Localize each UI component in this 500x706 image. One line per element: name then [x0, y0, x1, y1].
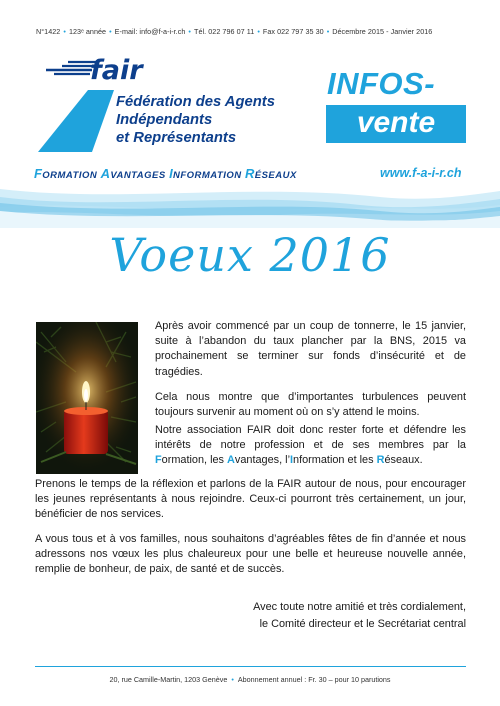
organization-name: [116, 93, 275, 147]
footer-divider: [35, 666, 466, 667]
tagline-word: ÉSEAUX: [254, 170, 297, 181]
headline: Voeux 2016: [109, 228, 391, 282]
footer: [0, 675, 500, 684]
org-name-line: et Représentants: [116, 130, 237, 146]
paragraph: Après avoir commencé par un coup de tonnerre, le 15 janvier, suite à l’abandon du taux plancher par la BNS, 2015 va prochainement se terminer sur fonds d’insécurité et de tragédies.: [155, 320, 466, 378]
highlight-initial: A: [227, 454, 235, 467]
paragraph: A vous tous et à vos familles, nous souhaitons d’agréables fêtes de fin d’année et nous adressons nos vœux les plus chaleureux pour une belle et heureuse nouvelle année, remplie de bonheur, de paix, de santé et de succès.: [35, 533, 466, 576]
separator-dot: •: [257, 27, 260, 36]
tagline-initial: A: [100, 166, 111, 181]
tagline-word: NFORMATION: [172, 170, 242, 181]
speed-lines-icon: [46, 62, 96, 74]
separator-dot: •: [63, 27, 66, 36]
separator-dot: •: [109, 27, 112, 36]
header-info-bar: [36, 27, 466, 36]
text-run: Notre association FAIR doit donc rester forte et défendre les intérêts de notre profession et de ses membres par la: [155, 424, 466, 452]
email-link[interactable]: E-mail: info@f-a-i-r.ch: [114, 27, 186, 36]
signature-line: le Comité directeur et le Secrétariat central: [259, 617, 466, 630]
tagline: [34, 166, 297, 181]
org-name-line: Fédération des Agents: [116, 94, 275, 110]
paragraph: [155, 423, 466, 469]
logo-wordmark: fair: [90, 55, 143, 86]
footer-address: 20, rue Camille-Martin, 1203 Genève: [109, 675, 228, 684]
text-run: nformation et les: [293, 454, 377, 467]
tagline-initial: F: [34, 166, 43, 181]
highlight-initial: F: [155, 454, 162, 467]
separator-dot: •: [326, 27, 330, 36]
text-run: éseaux.: [384, 454, 423, 467]
tagline-initial: I: [169, 166, 173, 181]
vente-badge: [326, 105, 466, 143]
logo-blue-block: [38, 90, 114, 152]
year-label: 123ᵉ année: [68, 27, 107, 36]
tagline-word: ORMATION: [42, 170, 98, 181]
infos-title: INFOS-: [327, 66, 436, 101]
org-name-line: Indépendants: [116, 112, 213, 128]
signature-block: [160, 599, 466, 632]
paragraph: Cela nous montre que d’importantes turbulences peuvent toujours survenir au moment où on s’y attend le moins.: [155, 391, 466, 419]
separator-dot: •: [188, 27, 191, 36]
tagline-word: VANTAGES: [110, 170, 166, 181]
highlight-initial: R: [376, 454, 385, 467]
wave-decoration: [0, 183, 500, 228]
phone-number: Tél. 022 796 07 11: [194, 27, 255, 36]
text-run: vantages, l’: [234, 454, 290, 467]
candle-photo: [36, 322, 138, 474]
vente-label: vente: [356, 106, 436, 139]
separator-dot: •: [231, 675, 234, 684]
paragraph: Prenons le temps de la réflexion et parlons de la FAIR autour de nous, pour encourager les jeunes représentants à nous rejoindre. Ceux-ci pourront très certainement, un jour, bénéficier de nos services.: [35, 478, 466, 521]
text-run: ormation, les: [161, 454, 228, 467]
candle-body: [64, 410, 108, 454]
issue-date: Décembre 2015 - Janvier 2016: [332, 27, 433, 36]
footer-subscription: Abonnement annuel : Fr. 30 – pour 10 parutions: [237, 675, 391, 684]
signature-line: Avec toute notre amitié et très cordialement,: [253, 601, 466, 613]
issue-number: N°1422: [36, 27, 61, 36]
tagline-initial: R: [245, 166, 255, 181]
website-link[interactable]: www.f-a-i-r.ch: [380, 166, 462, 180]
fax-number: Fax 022 797 35 30: [262, 27, 324, 36]
highlight-initial: I: [290, 454, 294, 467]
